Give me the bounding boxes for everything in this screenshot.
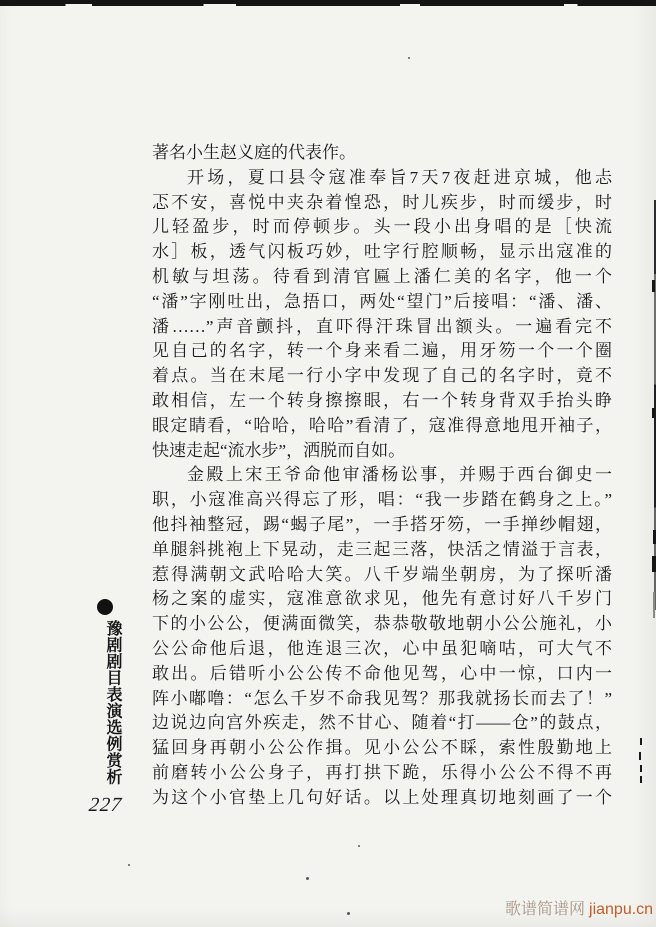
text-line: “潘”字刚吐出，急捂口，两处“望门”后接唱：“潘、潘、 xyxy=(152,291,612,311)
text-line: 杨之案的虚实，寇准意欲求见，他先有意讨好八千岁门 xyxy=(152,589,612,609)
text-line: 职，小寇准高兴得忘了形，唱：“我一步踏在鹤身之上。” xyxy=(152,490,612,510)
text-line: 著名小生赵义庭的代表作。 xyxy=(152,143,356,162)
scan-artifact-dash xyxy=(640,738,642,745)
text-line: 敢相信，左一个转身擦擦眼，右一个转身背双手抬头睁 xyxy=(152,390,612,410)
scan-artifact-dash xyxy=(640,765,642,772)
text-line: 水］板，透气闪板巧妙，吐字行腔顺畅，显示出寇准的 xyxy=(152,242,612,262)
watermark xyxy=(505,896,653,919)
scan-artifact-dash xyxy=(639,752,641,760)
text-line: 潘……”声音颤抖，直吓得汗珠冒出额头。一遍看完不 xyxy=(152,316,612,336)
text-line: 边说边向宫外疾走，然不甘心、随着“打——仓”的鼓点， xyxy=(152,713,612,733)
text-line: 儿轻盈步，时而停顿步。头一段小出身唱的是［快流 xyxy=(152,217,612,237)
text-line: 机敏与坦荡。待看到清官匾上潘仁美的名字，他一个 xyxy=(152,266,612,286)
scan-artifact-blob xyxy=(652,280,655,292)
text-line: 开场，夏口县令寇准奉旨7天7夜赶进京城，他忐 xyxy=(187,167,612,187)
scan-speck xyxy=(358,845,360,847)
text-line: 单腿斜挑袍上下晃动，走三起三落，快活之情溢于言表， xyxy=(152,539,612,559)
page-number: 227 xyxy=(87,794,124,816)
scan-speck xyxy=(306,877,309,880)
section-bullet-icon xyxy=(97,599,113,615)
scan-edge-top xyxy=(0,0,656,4)
text-line: 忑不安，喜悦中夹杂着惶恐，时儿疾步，时而缓步，时 xyxy=(152,192,612,212)
text-line: 公公命他后退，他连退三次，心中虽犯嘀咕，可大气不 xyxy=(152,638,612,658)
scan-artifact-tail xyxy=(653,592,655,618)
scan-artifact-blob xyxy=(652,556,656,572)
book-title-vertical: 豫剧剧目表演选例赏析 xyxy=(104,620,121,785)
text-line: 阵小嘟噜：“怎么千岁不命我见驾？那我就扬长而去了！” xyxy=(152,688,612,708)
watermark-site-name: 歌谱简谱网 xyxy=(505,901,586,918)
text-line: 前磨转小公公身子，再打拱下跪，乐得小公公不得不再 xyxy=(152,762,612,782)
text-line: 他抖袖整冠，踢“蝎子尾”，一手搭牙笏，一手掸纱帽翅， xyxy=(152,514,612,534)
text-line: 金殿上宋王爷命他审潘杨讼事，并赐于西台御史一 xyxy=(187,465,612,485)
scan-speck xyxy=(408,57,410,59)
scan-artifact-blob xyxy=(652,408,655,418)
text-line: 下的小公公，便满面微笑，恭恭敬敬地朝小公公施礼，小 xyxy=(152,614,612,634)
body-text xyxy=(152,141,612,811)
text-line: 着点。当在末尾一行小字中发现了自己的名字时，竟不 xyxy=(152,366,612,386)
scan-artifact-dash xyxy=(640,776,642,783)
scan-speck xyxy=(347,912,350,915)
watermark-site-url: jianpu.cn xyxy=(589,901,654,918)
text-line: 猛回身再朝小公公作揖。见小公公不睬，索性殷勤地上 xyxy=(152,738,612,758)
text-line: 眼定睛看，“哈哈，哈哈”看清了，寇准得意地甩开袖子， xyxy=(152,415,612,435)
text-line: 惹得满朝文武哈哈大笑。八千岁端坐朝房，为了探听潘 xyxy=(152,564,612,584)
text-line: 敢出。后错听小公公传不命他见驾，心中一惊，口内一 xyxy=(152,663,612,683)
text-line: 快速走起“流水步”，洒脱而自如。 xyxy=(152,440,406,460)
text-line: 见自己的名字，转一个身来看二遍，用牙笏一个一个圈 xyxy=(152,341,612,361)
scan-speck xyxy=(128,864,130,866)
text-line: 为这个小官垫上几句好话。以上处理真切地刻画了一个 xyxy=(152,787,612,807)
